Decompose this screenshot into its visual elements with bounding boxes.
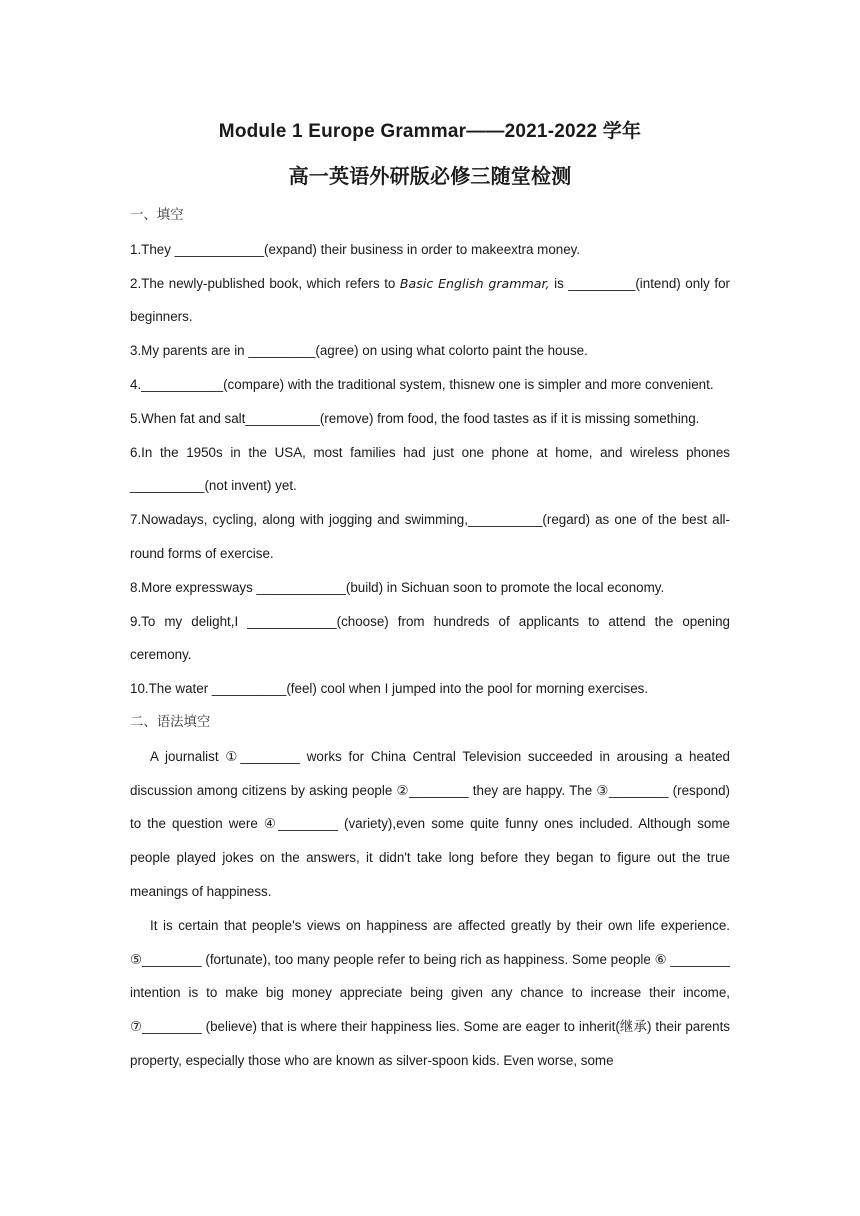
cloze-paragraph-1 xyxy=(130,740,730,909)
question-6: 6.In the 1950s in the USA, most families had just one phone at home, and wireless phones __________(not invent) yet. xyxy=(130,444,730,494)
question-5: 5.When fat and salt__________(remove) from food, the food tastes as if it is missing something. xyxy=(130,410,700,426)
question-2-text-after: is _________(intend) only for beginners. xyxy=(130,275,730,325)
question-2 xyxy=(130,267,730,335)
question-9: 9.To my delight,I ____________(choose) from hundreds of applicants to attend the opening ceremony. xyxy=(130,613,730,663)
cloze-text: ________ (believe) that is where their happiness lies. Some are eager to inherit(继承) their parents property, especially those who are known as silver-spoon kids. Even worse, some xyxy=(130,1019,730,1068)
cloze-paragraph-2 xyxy=(130,909,730,1078)
blank-marker-3: ③ xyxy=(596,782,609,798)
blank-marker-7: ⑦ xyxy=(130,1019,143,1035)
cloze-text: ________ (respond) to the question were xyxy=(130,782,730,832)
cloze-text: ________ they are happy. The xyxy=(409,782,597,798)
question-10: 10.The water __________(feel) cool when I jumped into the pool for morning exercises. xyxy=(130,681,649,697)
cloze-text: A journalist xyxy=(150,748,226,764)
document-subtitle: 高一英语外研版必修三随堂检测 xyxy=(288,166,572,188)
question-1: 1.They ____________(expand) their business in order to makeextra money. xyxy=(130,241,581,257)
question-2-text-before: 2.The newly-published book, which refers to xyxy=(130,275,400,291)
question-2-italic-title: Basic English grammar, xyxy=(399,275,550,291)
cloze-text: It is certain that people's views on happiness are affected greatly by their own life experience. xyxy=(150,917,730,933)
blank-marker-6: ⑥ xyxy=(654,951,667,967)
section-heading-grammar-cloze: 二、语法填空 xyxy=(130,714,211,730)
cloze-text: ________ works for China Central Television succeeded in arousing a heated discussion among citizens by asking people xyxy=(130,748,730,798)
cloze-text: ________ (fortunate), too many people refer to being rich as happiness. Some people xyxy=(142,951,655,967)
blank-marker-2: ② xyxy=(396,782,409,798)
blank-marker-1: ① xyxy=(225,748,241,764)
question-4: 4.___________(compare) with the traditional system, thisnew one is simpler and more convenient. xyxy=(130,376,714,392)
blank-marker-5: ⑤ xyxy=(130,951,143,967)
document-body xyxy=(130,199,730,1078)
question-3: 3.My parents are in _________(agree) on using what colorto paint the house. xyxy=(130,343,588,359)
cloze-text: ________ (variety),even some quite funny ones included. Although some people played jokes on the answers, it didn't take long before they began to figure out the true meanings of happiness. xyxy=(130,816,730,899)
cloze-text: ________ intention is to make big money appreciate being given any chance to increase their income, xyxy=(130,951,730,1001)
question-7: 7.Nowadays, cycling, along with jogging and swimming,__________(regard) as one of the best all-round forms of exercise. xyxy=(130,512,730,561)
blank-marker-4: ④ xyxy=(263,816,279,832)
section-heading-fill-blanks: 一、填空 xyxy=(130,208,184,223)
document-title: Module 1 Europe Grammar——2021-2022 学年 xyxy=(218,121,642,142)
question-8: 8.More expressways ____________(build) in Sichuan soon to promote the local economy. xyxy=(130,579,665,595)
